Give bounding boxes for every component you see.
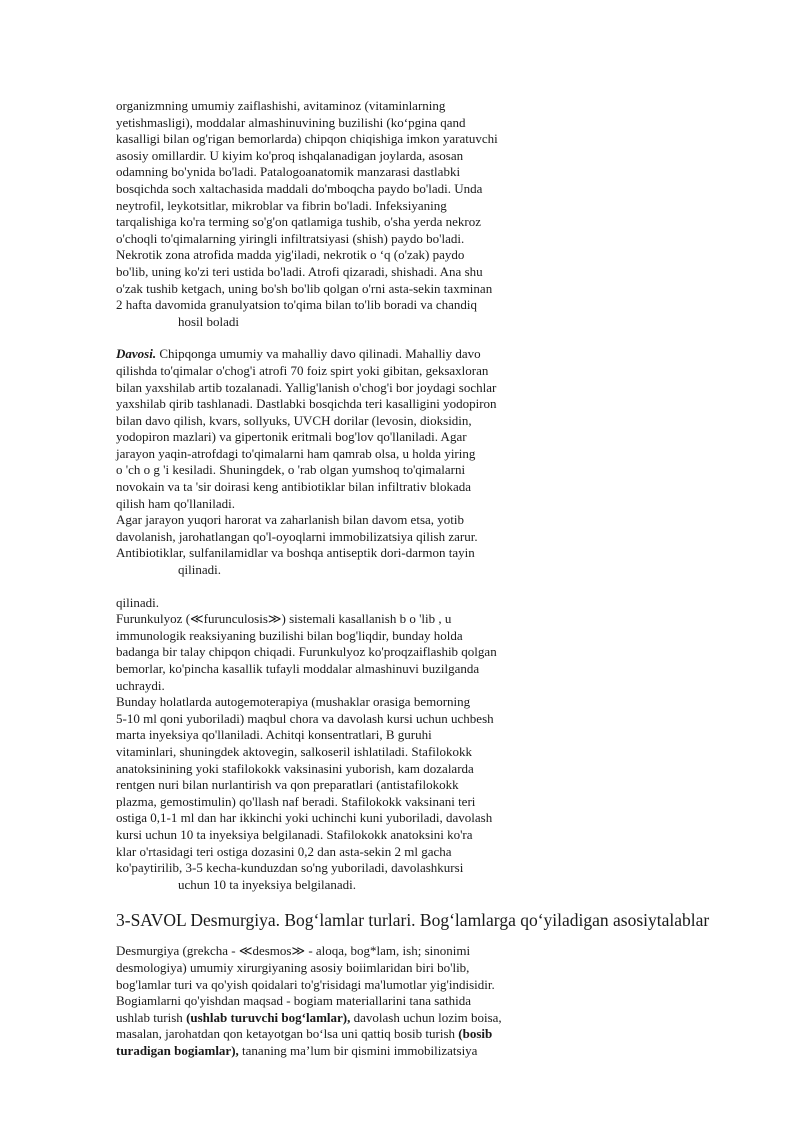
paragraph-davosi — [116, 346, 756, 578]
text-line — [116, 346, 756, 363]
text-line: davolanish, jarohatlangan qo'l-oyoqlarni immobilizatsiya qilish zarur. — [116, 528, 478, 544]
text-line: o'choqli to'qimalarning yiringli infiltratsiyasi (shish) paydo bo'ladi. — [116, 230, 465, 246]
text-line: ko'paytirilib, 3-5 kecha-kunduzdan so'ng yuboriladi, davolashkursi — [116, 860, 464, 876]
text-line: odamning bo'ynida bo'ladi. Patalogoanatomik manzarasi dastlabki — [116, 164, 461, 180]
text-run: ushlab turish — [116, 1009, 187, 1025]
section-title-davosi: Davosi. — [116, 346, 157, 362]
text-line: qilinadi. — [116, 594, 159, 610]
text-line: kasalligi bilan og'rigan bemorlarda) chipqon chiqishiga imkon yaratuvchi — [116, 131, 498, 147]
text-line: Antibiotiklar, sulfanilamidlar va boshqa antiseptik dori-darmon tayin — [116, 545, 475, 561]
text-line: Desmurgiya (grekcha - ≪desmos≫ - aloqa, bog*lam, ish; sinonimi — [116, 943, 471, 959]
bold-term: (bosib — [458, 1026, 493, 1042]
text-line: asosiy omillardir. U kiyim ko'proq ishqalanadigan joylarda, asosan — [116, 147, 464, 163]
text-line: 2 hafta davomida granulyatsion to'qima bilan to'lib boradi va chandiq — [116, 297, 478, 313]
text-line: ostiga 0,1-1 ml dan har ikkinchi yoki uchinchi kuni yuboriladi, davolash — [116, 810, 493, 826]
text-run: Chipqonga umumiy va mahalliy davo qilinadi. Mahalliy davo — [156, 346, 481, 362]
bold-term: (ushlab turuvchi bog‘lamlar), — [186, 1009, 351, 1025]
text-line: Bogiamlarni qo'yishdan maqsad - bogiam materiallarini tana sathida — [116, 993, 472, 1009]
text-line: yetishmasligi), moddalar almashinuvining buzilishi (ko‘pgina qand — [116, 114, 466, 130]
text-line: qilish ham qo'llaniladi. — [116, 495, 235, 511]
text-line: klar o'rtasidagi teri ostiga dozasini 0,2 dan asta-sekin 2 ml gacha — [116, 843, 452, 859]
document-page — [116, 98, 756, 1059]
text-line: badanga bir talay chipqon chiqadi. Furunkulyoz ko'proqzaiflashib qolgan — [116, 644, 497, 660]
text-line: desmologiya) umumiy xirurgiyaning asosiy boiimlaridan biri bo'lib, — [116, 959, 470, 975]
text-line: yaxshilab qirib tashlanadi. Dastlabki bosqichda teri kasalligini yodopiron — [116, 396, 497, 412]
text-line: organizmning umumiy zaiflashishi, avitaminoz (vitaminlarning — [116, 98, 446, 113]
text-line: uchun 10 ta inyeksiya belgilanadi. — [178, 876, 356, 892]
text-line: kursi uchun 10 ta inyeksiya belgilanadi. Stafilokokk anatoksini ko'ra — [116, 826, 473, 842]
text-line: bilan davo qilish, kvars, sollyuks, UVCH dorilar (levosin, dioksidin, — [116, 412, 472, 428]
bold-term: turadigan bogiamlar), — [116, 1042, 239, 1058]
text-line: rentgen nuri bilan nurlantirish va qon preparatlari (antistafilokokk — [116, 777, 459, 793]
text-line — [116, 1043, 756, 1060]
text-line: Furunkulyoz (≪furunculosis≫) sistemali kasallanish b o 'lib , u — [116, 611, 452, 627]
text-line: yodopiron mazlari) va gipertonik eritmali bog'lov qo'llaniladi. Agar — [116, 429, 467, 445]
text-run: masalan, jarohatdan qon ketayotgan bo‘lsa uni qattiq bosib turish — [116, 1026, 459, 1042]
text-line: qilishda to'qimalar o'chog'i atrofi 70 foiz spirt yoki gibitan, geksaxloran — [116, 362, 489, 378]
text-line: qilinadi. — [178, 562, 221, 578]
text-line: marta inyeksiya qo'llaniladi. Achitqi konsentratlari, B guruhi — [116, 727, 432, 743]
text-line: hosil boladi — [178, 313, 240, 329]
text-line: Nekrotik zona atrofida madda yig'iladi, nekrotik o ‘q (o'zak) paydo — [116, 247, 465, 263]
text-line: bog'lamlar turi va qo'yish qoidalari to'g'risidagi ma'lumotlar yig'indisidir. — [116, 976, 495, 992]
text-line: jarayon yaqin-atrofdagi to'qimalarni ham qamrab olsa, u holda yiring — [116, 445, 476, 461]
text-line: neytrofil, leykotsitlar, mikroblar va fibrin bo'ladi. Infeksiyaning — [116, 197, 447, 213]
text-line: anatoksinining yoki stafilokokk vaksinasini yuborish, kam dozalarda — [116, 760, 474, 776]
text-line — [116, 1010, 756, 1027]
text-line: novokain va ta 'sir doirasi keng antibiotiklar bilan infiltrativ blokada — [116, 479, 472, 495]
paragraph-desmurgiya — [116, 943, 756, 1059]
text-line: uchraydi. — [116, 677, 165, 693]
text-line: 5-10 ml qoni yuboriladi) maqbul chora va davolash kursi uchun uchbesh — [116, 710, 494, 726]
text-line: plazma, gemostimulin) qo'llash naf beradi. Stafilokokk vaksinani teri — [116, 793, 476, 809]
text-line: o'zak tushib ketgach, uning bo'sh bo'lib qolgan o'rni asta-sekin taxminan — [116, 280, 493, 296]
text-line: bo'lib, uning ko'zi teri ustida bo'ladi. Atrofi qizaradi, shishadi. Ana shu — [116, 263, 483, 279]
section-heading-3-savol: 3-SAVOL Desmurgiya. Bog‘lamlar turlari. Bog‘lamlarga qo‘yiladigan asosiytalablar — [116, 910, 710, 931]
text-line: o 'ch o g 'i kesiladi. Shuningdek, o 'rab olgan yumshoq to'qimalarni — [116, 462, 466, 478]
paragraph-furunkulyoz — [116, 595, 756, 894]
text-line: bosqichda soch xaltachasida maddali do'mboqcha paydo bo'ladi. Unda — [116, 180, 483, 196]
text-line: bemorlar, ko'pincha kasallik tufayli moddalar almashinuvi buzilganda — [116, 661, 480, 676]
text-run: davolash uchun lozim boisa, — [350, 1009, 502, 1025]
text-line: tarqalishiga ko'ra terming so'g'on qatlamiga tushib, o'sha yerda nekroz — [116, 214, 481, 230]
text-line — [116, 1026, 756, 1043]
paragraph-chipqon-causes — [116, 98, 756, 330]
text-line: bilan yaxshilab artib tozalanadi. Yallig'lanish o'chog'i bor joydagi sochlar — [116, 379, 497, 395]
text-line: Bunday holatlarda autogemoterapiya (mushaklar orasiga bemorning — [116, 694, 471, 710]
text-run: tananing ma’lum bir qismini immobilizatsiya — [238, 1042, 478, 1058]
text-line: immunologik reaksiyaning buzilishi bilan bog'liqdir, bunday holda — [116, 627, 463, 643]
text-line: vitaminlari, shuningdek aktovegin, salkoseril ishlatiladi. Stafilokokk — [116, 743, 473, 759]
text-line: Agar jarayon yuqori harorat va zaharlanish bilan davom etsa, yotib — [116, 512, 464, 528]
